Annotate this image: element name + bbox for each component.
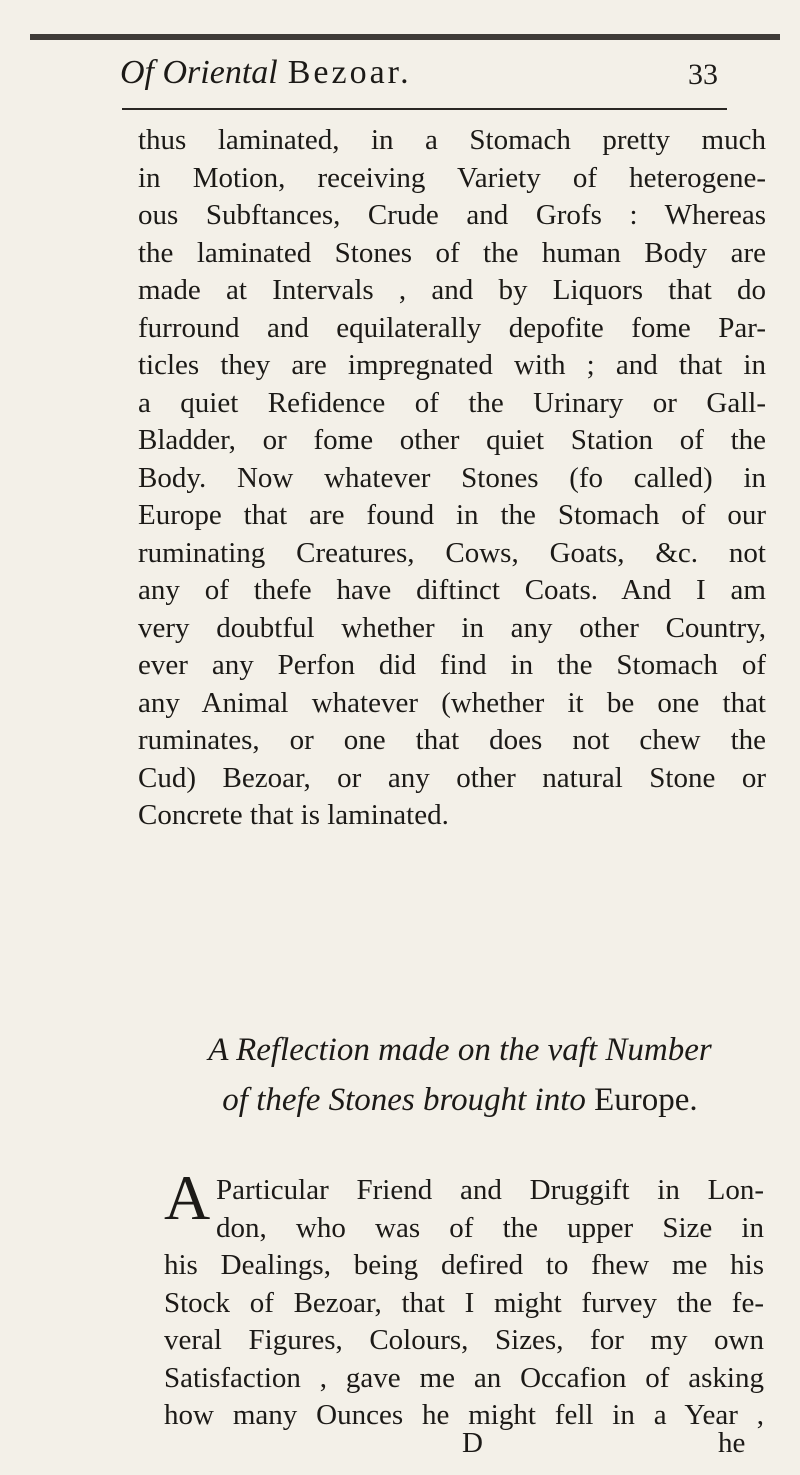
paragraph-2 (164, 1172, 764, 1435)
catchword: he (718, 1427, 746, 1459)
text-line: don, who was of the upper Size in (216, 1211, 764, 1244)
text-line: any of thefe have diftinct Coats. And I am (138, 574, 766, 606)
text-line: the laminated Stones of the human Body are (138, 236, 766, 269)
section-heading-line-1: A Reflection made on the vaft Number (208, 1032, 712, 1068)
running-title-italic: Of Oriental (120, 54, 278, 91)
text-line: a quiet Refidence of the Urinary or Gall- (138, 386, 766, 419)
top-edge-rule (30, 34, 780, 40)
running-title-word: Bezoar. (287, 54, 412, 91)
text-line: Europe that are found in the Stomach of our (138, 499, 766, 531)
text-line: how many Ounces he might fell in a Year , (164, 1399, 764, 1431)
drop-cap: A (164, 1162, 211, 1233)
text-line: made at Intervals , and by Liquors that do (138, 274, 766, 306)
text-line: Bladder, or fome other quiet Station of the (138, 424, 766, 456)
text-line: Body. Now whatever Stones (fo called) in (138, 461, 766, 494)
text-line: any Animal whatever (whether it be one that (138, 686, 766, 719)
text-line: Concrete that is laminated. (138, 799, 449, 831)
text-line: ruminates, or one that does not chew the (138, 724, 766, 756)
signature-mark: D (462, 1427, 483, 1459)
running-header (120, 54, 720, 104)
text-line: Satisfaction , gave me an Occafion of asking (164, 1361, 764, 1394)
page-number: 33 (688, 58, 718, 91)
section-heading (170, 1025, 750, 1125)
text-line: veral Figures, Colours, Sizes, for my own (164, 1324, 764, 1356)
header-rule (122, 108, 727, 110)
text-line: in Motion, receiving Variety of heterogene- (138, 161, 766, 194)
text-line: ruminating Creatures, Cows, Goats, &c. not (138, 536, 766, 569)
text-line: Particular Friend and Druggift in Lon- (216, 1174, 764, 1206)
text-line: very doubtful whether in any other Country, (138, 611, 766, 644)
text-line: ticles they are impregnated with ; and that in (138, 349, 766, 381)
text-line: Cud) Bezoar, or any other natural Stone or (138, 761, 766, 794)
section-heading-line-2 (170, 1075, 750, 1125)
paragraph-1 (138, 122, 766, 835)
text-line: his Dealings, being defired to fhew me his (164, 1249, 764, 1281)
text-line: Stock of Bezoar, that I might furvey the fe- (164, 1286, 764, 1319)
text-line: thus laminated, in a Stomach pretty much (138, 124, 766, 156)
section-heading-line-2-upright: Europe. (594, 1082, 698, 1118)
text-line: ever any Perfon did find in the Stomach of (138, 649, 766, 681)
text-line: furround and equilaterally depofite fome Par- (138, 311, 766, 344)
section-heading-line-2-italic: of thefe Stones brought into (222, 1082, 586, 1118)
text-line: ous Subftances, Crude and Grofs : Whereas (138, 199, 766, 231)
